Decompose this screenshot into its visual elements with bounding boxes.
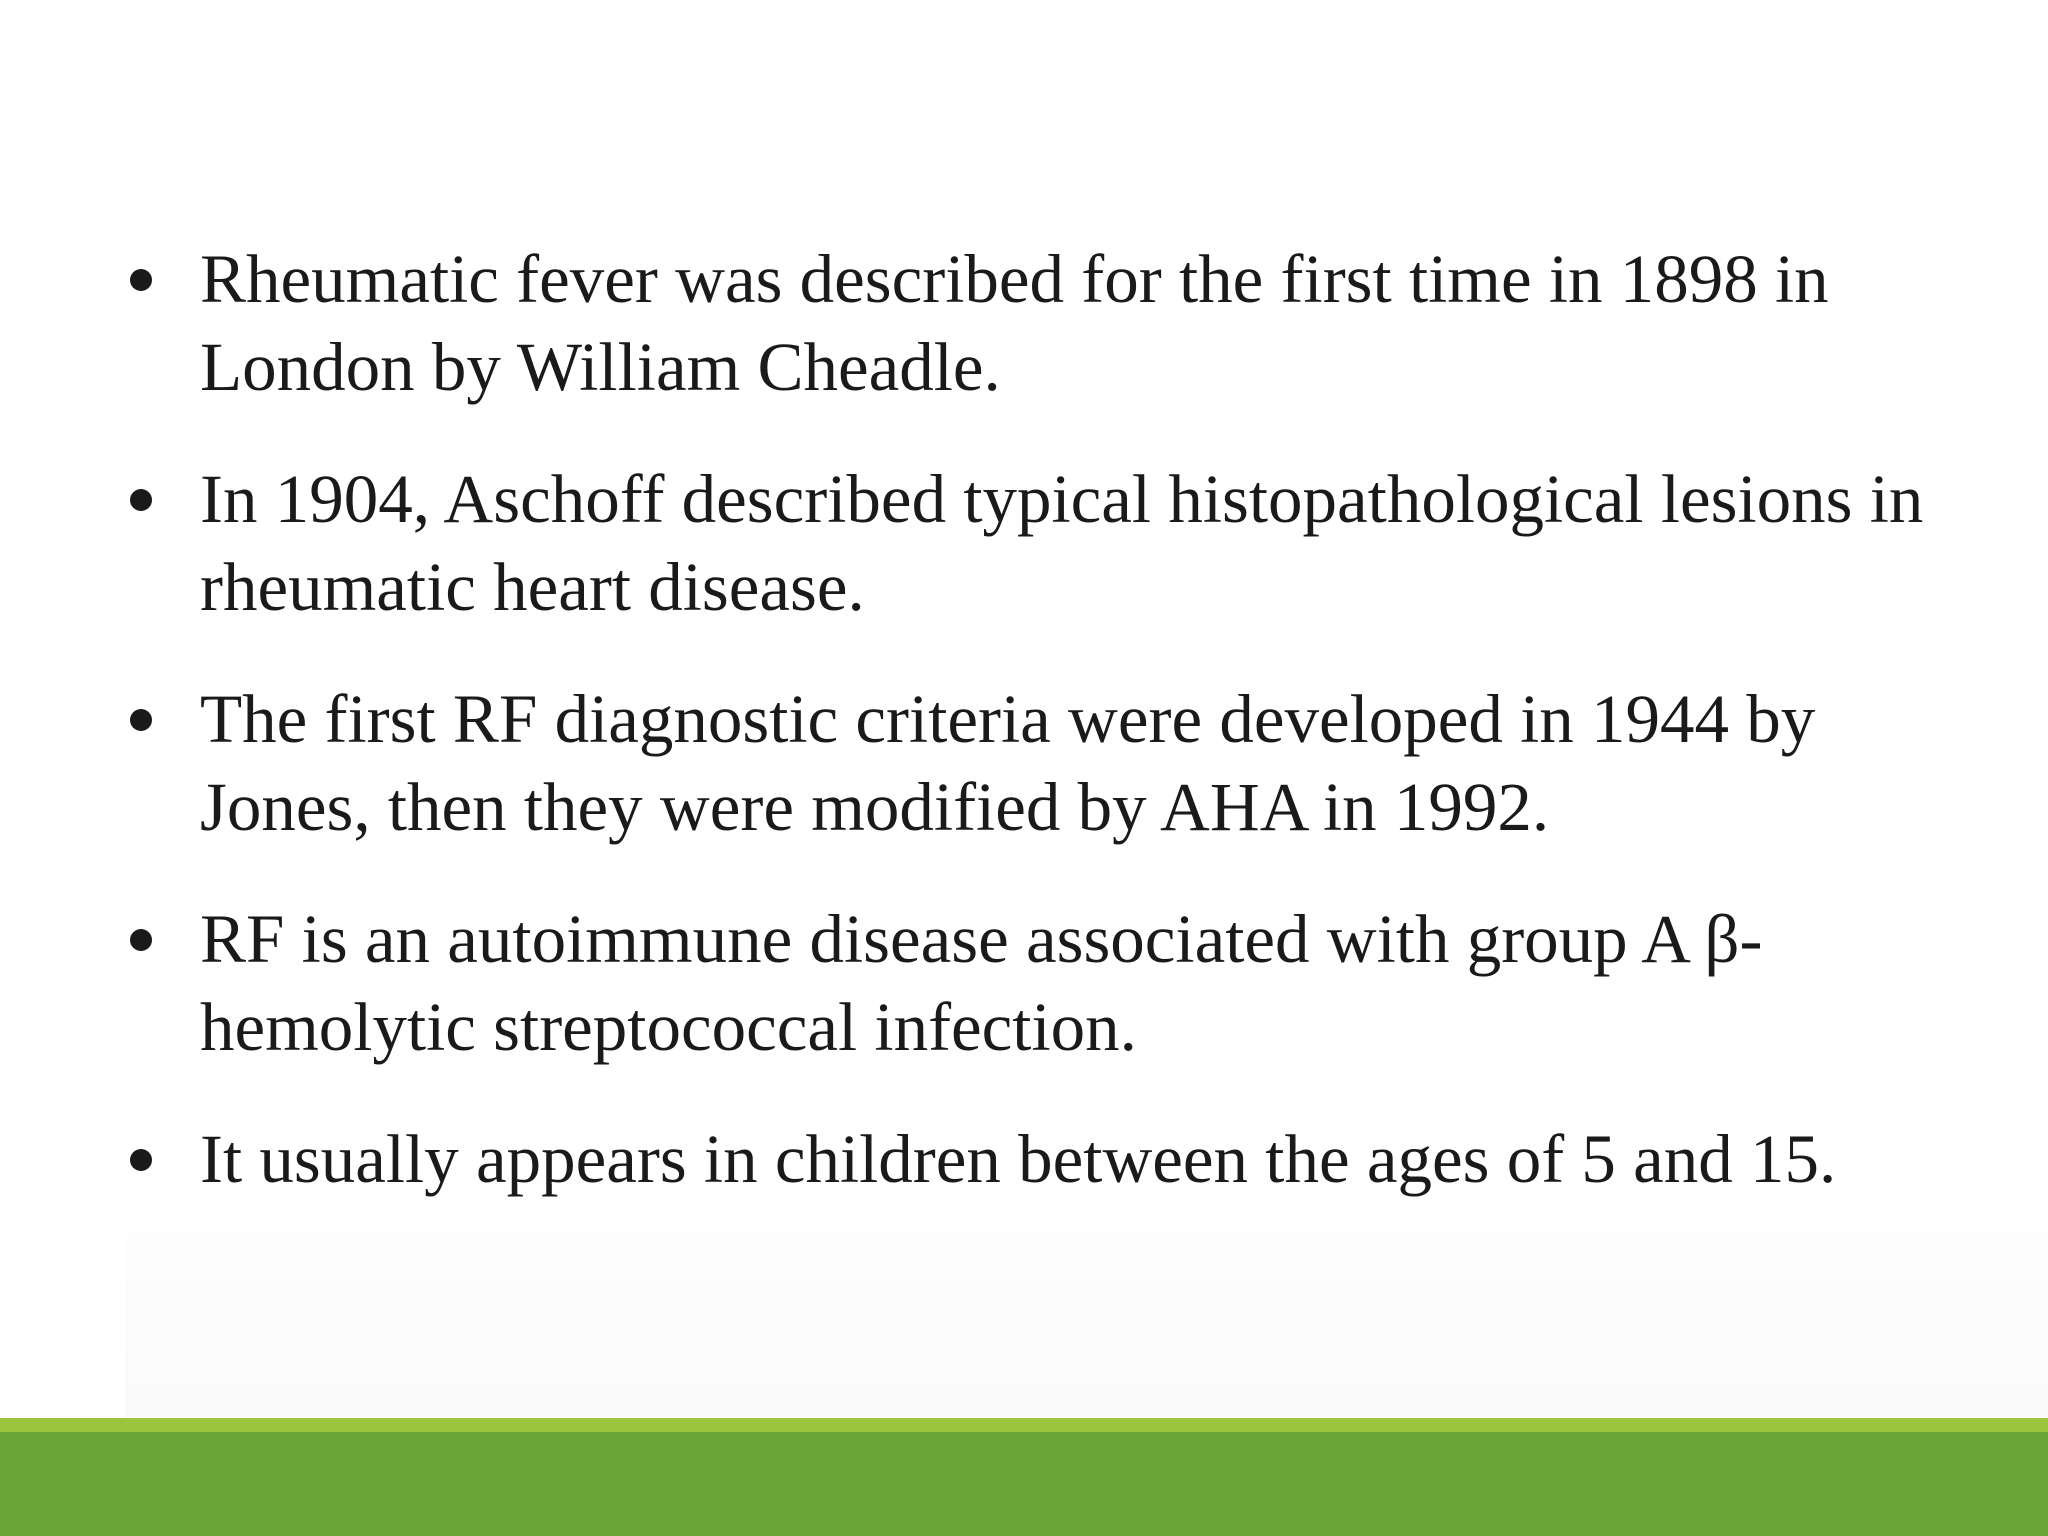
footer-band [0,1418,2048,1536]
bullet-dot-icon [130,489,152,511]
bullet-dot-icon [130,269,152,291]
bullet-text: RF is an autoimmune disease associated with group A β-hemolytic streptococcal infection. [200,901,1763,1065]
bullet-item [120,1115,1980,1203]
bullet-item [120,455,1980,631]
bullet-dot-icon [130,929,152,951]
bullet-dot-icon [130,709,152,731]
bullet-item [120,235,1980,411]
bullet-text: Rheumatic fever was described for the first time in 1898 in London by William Cheadle. [200,241,1829,405]
bullet-list [120,235,1980,1203]
bullet-text: In 1904, Aschoff described typical histopathological lesions in rheumatic heart disease. [200,461,1924,625]
bullet-item [120,675,1980,851]
footer-bar [0,1432,2048,1536]
bullet-text: The first RF diagnostic criteria were developed in 1944 by Jones, then they were modified by AHA in 1992. [200,681,1816,845]
bullet-text: It usually appears in children between the ages of 5 and 15. [200,1121,1837,1197]
bullet-dot-icon [130,1149,152,1171]
footer-accent-line [0,1418,2048,1432]
bullet-item [120,895,1980,1071]
